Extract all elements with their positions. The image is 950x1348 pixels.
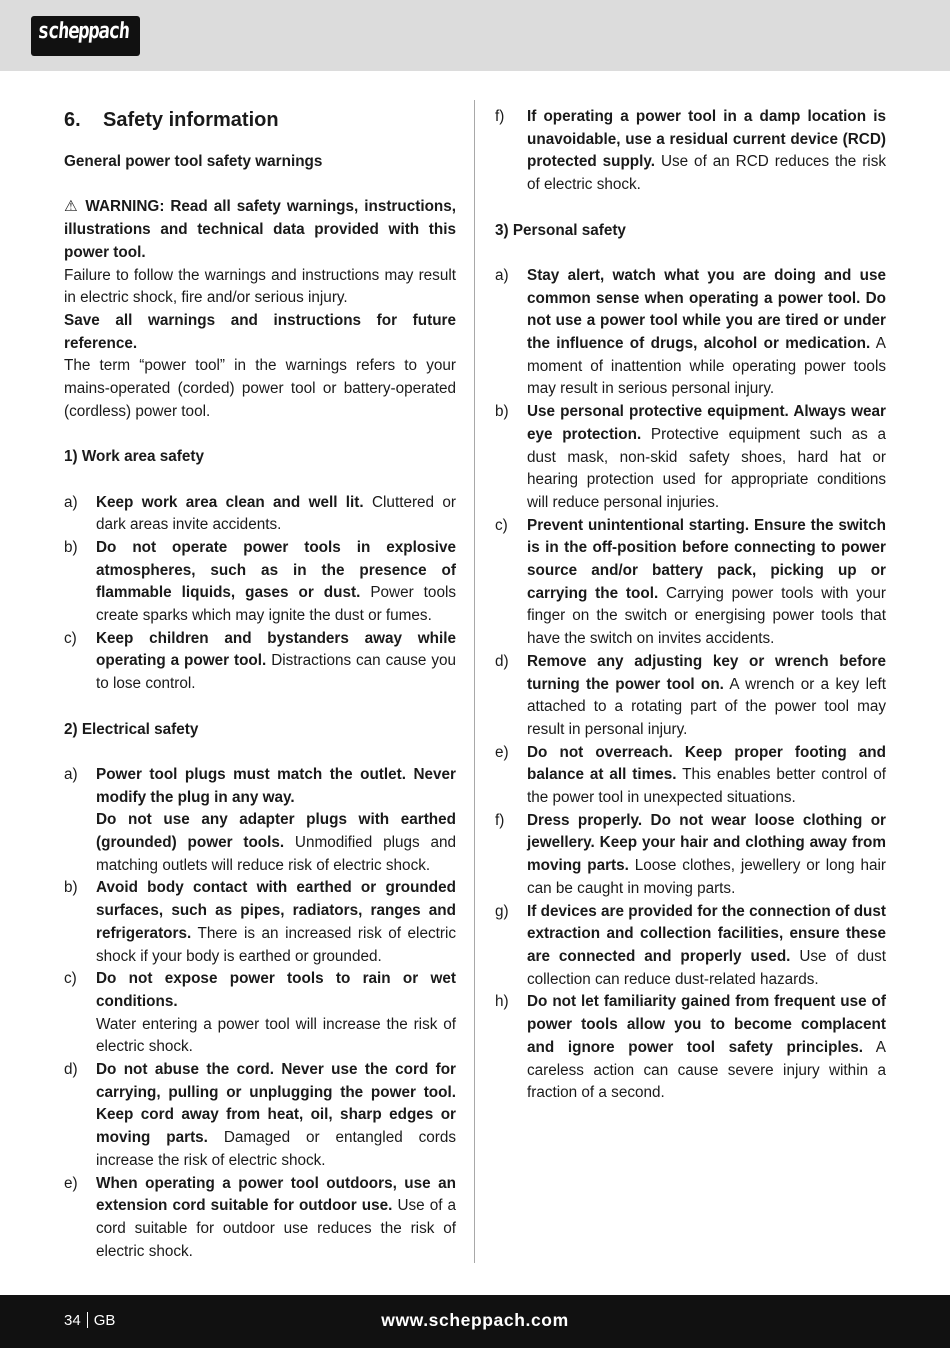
work-area-item-a [64,492,456,537]
personal-item-e [495,742,886,810]
item-label: g) [495,902,509,920]
item-label: a) [64,493,78,511]
electrical-item-a [64,764,456,878]
item-label: h) [495,993,509,1011]
save-warnings-paragraph: Save all warnings and instructions for future reference. [64,311,456,352]
item-bold-text: Do not expose power tools to rain or wet conditions. [96,970,456,1010]
logo-text: scheppach [36,19,130,44]
item-text: Distractions can cause you to lose control. [96,652,456,693]
electrical-item-c [64,968,456,1059]
item-label: a) [495,266,509,284]
item-bold-text: Remove any adjusting key or wrench before turning the power tool on. [527,652,886,693]
item-label: f) [495,108,505,125]
item-label: e) [64,1174,78,1192]
personal-item-h [495,991,886,1105]
language-code: GB [93,1312,116,1329]
term-definition-paragraph: The term “power tool” in the warnings refers to your mains-operated (corded) power tool or battery-operated (cordless) power tool. [64,357,456,420]
page-header [0,0,950,71]
personal-item-c [495,515,886,651]
item-text: There is an increased risk of electric shock if your body is earthed or grounded. [96,924,456,965]
electrical-item-e [64,1173,456,1264]
right-column [495,106,886,1105]
item-label: e) [495,743,509,761]
item-bold-text: Avoid body contact with earthed or grounded surfaces, such as pipes, radiators, ranges and refrigerators. [96,879,456,942]
electrical-item-f [495,106,886,197]
column-divider [474,100,475,1263]
work-area-item-c [64,628,456,696]
item-text: Carrying power tools with your finger on the switch or energising power tools that have the switch on invites accidents. [527,584,886,648]
section-number: 6. [64,109,81,131]
scheppach-logo [31,16,140,56]
item-label: d) [495,652,509,670]
item-text: Use of an RCD reduces the risk of electric shock. [527,153,887,194]
item-label: a) [64,765,78,783]
item-text: A wrench or a key left attached to a rotating part of the power tool may result in personal injury. [527,675,886,738]
personal-item-d [495,651,886,742]
item-bold-text: Do not operate power tools in explosive atmospheres, such as in the presence of flammable liquids, gases or dust. [96,538,456,602]
item-bold-text: If devices are provided for the connection of dust extraction and collection facilities, ensure these are connected and properly used. [527,902,886,965]
item-label: c) [64,970,77,988]
item-bold-text: Do not abuse the cord. Never use the cord for carrying, pulling or unplugging the power tool. Keep cord away from heat, oil, sharp edges or moving parts. [96,1061,456,1147]
electrical-item-d [64,1059,456,1173]
item-bold-text: Keep children and bystanders away while operating a power tool. [96,629,456,670]
item-label: b) [64,879,78,897]
item-bold-text: Use personal protective equipment. Always wear eye protection. [527,403,886,443]
item-text: Loose clothes, jewellery or long hair can be caught in moving parts. [527,857,886,897]
electrical-item-b [64,877,456,968]
item-text: This enables better control of the power tool in unexpected situations. [527,766,886,807]
item-bold-text: Do not let familiarity gained from frequent use of power tools allow you to become complacent and ignore power tool safety principles. [527,993,886,1056]
item-text: Cluttered or dark areas invite accidents. [96,493,456,534]
item-bold-text: Prevent unintentional starting. Ensure the switch is in the off-position before connecting to power source and/or battery pack, picking up or carrying the tool. [527,516,886,602]
warning-paragraph [64,196,456,264]
item-text: A moment of inattention while operating power tools may result in serious personal injury. [527,335,886,398]
general-warnings-heading: General power tool safety warnings [64,153,323,170]
failure-paragraph: Failure to follow the warnings and instructions may result in electric shock, fire and/or serious injury. [64,266,456,307]
page-number: 34 [64,1312,81,1329]
item-bold-text: If operating a power tool in a damp location is unavoidable, use a residual current device (RCD) protected supply. [527,108,886,171]
item-text: Power tools create sparks which may ignite the dust or fumes. [96,584,456,625]
warning-bold-text: WARNING: Read all safety warnings, instructions, illustrations and technical data provided with this power tool. [64,198,457,261]
item-text: A careless action can cause severe injury within a fraction of a second. [527,1038,886,1102]
item-text: Use of dust collection can reduce dust-related hazards. [527,947,886,988]
item-label: b) [495,403,509,421]
section-title [64,106,456,134]
item-label: c) [64,629,77,647]
item-text: Protective equipment such as a dust mask, non-skid safety shoes, hard hat or hearing protection used for appropriate conditions will reduce personal injuries. [527,425,886,511]
item-label: d) [64,1061,78,1079]
item-bold-text: Keep work area clean and well lit. [96,493,364,511]
personal-item-b [495,401,886,515]
work-area-item-b [64,537,456,628]
item-bold-text-2: Do not use any adapter plugs with earthed (grounded) power tools. [96,811,456,852]
personal-item-a [495,265,886,401]
personal-safety-heading: 3) Personal safety [495,221,626,239]
warning-triangle-icon: ⚠ [64,198,80,216]
item-text: Use of a cord suitable for outdoor use reduces the risk of electric shock. [96,1197,457,1260]
work-area-heading: 1) Work area safety [64,448,205,466]
item-label: b) [64,538,78,556]
item-bold-text: Stay alert, watch what you are doing and use common sense when operating a power tool. Do not use a power tool while you are tired or under the influence of drugs, alcohol or medication. [527,266,886,352]
item-text: Damaged or entangled cords increase the risk of electric shock. [96,1129,456,1169]
item-bold-text: Dress properly. Do not wear loose clothing or jewellery. Keep your hair and clothing away from moving parts. [527,811,886,875]
section-title-text: Safety information [103,109,279,131]
item-text: Water entering a power tool will increase the risk of electric shock. [96,1015,456,1056]
item-text: Unmodified plugs and matching outlets will reduce risk of electric shock. [96,834,456,874]
item-label: f) [495,811,505,829]
item-bold-text: Power tool plugs must match the outlet. Never modify the plug in any way. [96,765,456,806]
item-bold-text: When operating a power tool outdoors, use an extension cord suitable for outdoor use. [96,1174,456,1215]
electrical-heading: 2) Electrical safety [64,720,199,738]
left-column [64,106,456,1263]
page-footer [0,1295,950,1348]
item-bold-text: Do not overreach. Keep proper footing and balance at all times. [527,743,886,784]
item-label: c) [495,516,508,534]
personal-item-f [495,810,886,901]
personal-item-g [495,901,886,992]
website-link[interactable]: www.scheppach.com [381,1310,569,1330]
